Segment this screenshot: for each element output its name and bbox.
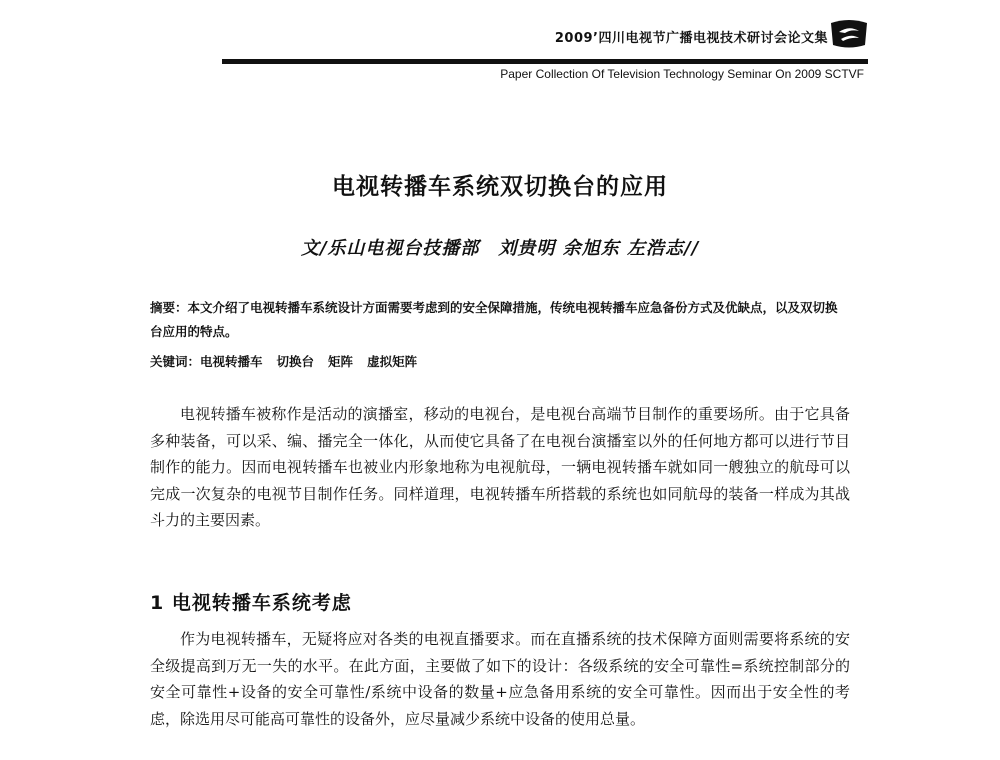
author-line: 文/乐山电视台技播部 刘贵明 余旭东 左浩志//: [300, 238, 700, 259]
keyword: 切换台: [276, 354, 315, 369]
keywords-label: 关键词：: [150, 354, 201, 369]
keyword: 虚拟矩阵: [367, 354, 418, 369]
collection-subtitle: Paper Collection Of Television Technology Seminar On 2009 SCTVF: [500, 67, 864, 81]
abstract-label: 摘要：: [150, 300, 188, 315]
collection-title: 2009’四川电视节广播电视技术研讨会论文集: [554, 31, 828, 46]
section-heading: 1 电视转播车系统考虑: [150, 592, 352, 614]
keyword: 电视转播车: [200, 354, 263, 369]
header-rule: [222, 59, 868, 64]
keywords: [150, 350, 850, 374]
section-paragraph: 作为电视转播车，无疑将应对各类的电视直播要求。而在直播系统的技术保障方面则需要将系统的安全级提高到万无一失的水平。在此方面，主要做了如下的设计：各级系统的安全可靠性=系统控制部分的安全可靠性+设备的安全可靠性/系统中设备的数量+应急备用系统的安全可靠性。因而出于安全性的考虑，除选用尽可能高可靠性的设备外，应尽量减少系统中设备的使用总量。: [150, 630, 850, 728]
abstract: [150, 296, 850, 344]
keyword: 矩阵: [328, 354, 354, 369]
intro-paragraph: 电视转播车被称作是活动的演播室，移动的电视台，是电视台高端节目制作的重要场所。由于它具备多种装备，可以采、编、播完全一体化，从而使它具备了在电视台演播室以外的任何地方都可以进行节目制作的能力。因而电视转播车也被业内形象地称为电视航母，一辆电视转播车就如同一艘独立的航母可以完成一次复杂的电视节目制作任务。同样道理，电视转播车所搭载的系统也如同航母的装备一样成为其战斗力的主要因素。: [150, 405, 850, 529]
sctvf-logo-icon: [829, 19, 869, 49]
abstract-text: 本文介绍了电视转播车系统设计方面需要考虑到的安全保障措施，传统电视转播车应急备份方式及优缺点，以及双切换台应用的特点。: [150, 300, 838, 339]
paper-title: 电视转播车系统双切换台的应用: [332, 174, 668, 200]
